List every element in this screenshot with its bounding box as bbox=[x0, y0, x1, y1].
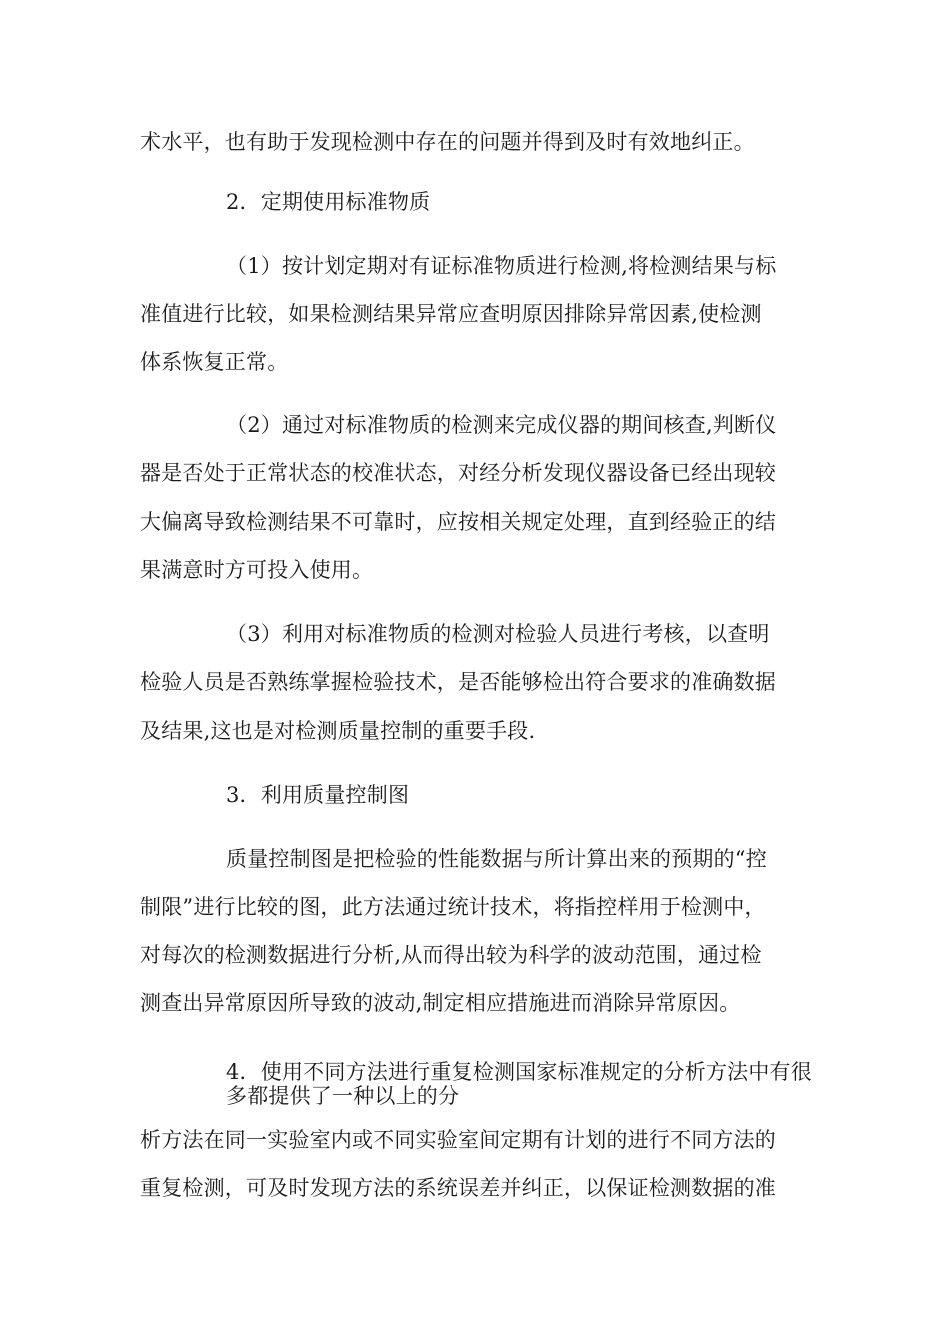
text-line: （1）按计划定期对有证标准物质进行检测,将检测结果与标 bbox=[226, 254, 777, 278]
text-line: 对每次的检测数据进行分析,从而得出较为科学的波动范围，通过检 bbox=[140, 943, 762, 967]
text-line: （3）利用对标准物质的检测对检验人员进行考核，以查明 bbox=[226, 622, 770, 646]
text-line: 制限”进行比较的图，此方法通过统计技术，将指控样用于检测中， bbox=[140, 895, 766, 919]
text-line: 析方法在同一实验室内或不同实验室间定期有计划的进行不同方法的 bbox=[140, 1128, 776, 1152]
text-line: 检验人员是否熟练掌握检验技术，是否能够检出符合要求的准确数据 bbox=[140, 670, 776, 694]
text-line: 术水平，也有助于发现检测中存在的问题并得到及时有效地纠正。 bbox=[140, 130, 755, 154]
text-line: 测查出异常原因所导致的波动,制定相应措施进而消除异常原因。 bbox=[140, 991, 741, 1015]
text-line: 体系恢复正常。 bbox=[140, 350, 289, 374]
text-line: 大偏离导致检测结果不可靠时，应按相关规定处理，直到经验正的结 bbox=[140, 510, 776, 534]
text-line: 及结果,这也是对检测质量控制的重要手段. bbox=[140, 719, 536, 743]
text-line: 重复检测，可及时发现方法的系统误差并纠正，以保证检测数据的准 bbox=[140, 1176, 776, 1200]
section-heading: 3．利用质量控制图 bbox=[226, 783, 410, 807]
text-line: 质量控制图是把检验的性能数据与所计算出来的预期的“控 bbox=[226, 847, 767, 871]
text-line: 准值进行比较，如果检测结果异常应查明原因排除异常因素,使检测 bbox=[140, 302, 762, 326]
section-heading: 4．使用不同方法进行重复检测国家标准规定的分析方法中有很多都提供了一种以上的分 bbox=[226, 1060, 812, 1108]
text-line: （2）通过对标准物质的检测来完成仪器的期间核查,判断仪 bbox=[226, 413, 777, 437]
text-line: 果满意时方可投入使用。 bbox=[140, 558, 374, 582]
text-line: 器是否处于正常状态的校准状态，对经分析发现仪器设备已经出现较 bbox=[140, 461, 776, 485]
section-heading: 2．定期使用标准物质 bbox=[226, 190, 431, 214]
